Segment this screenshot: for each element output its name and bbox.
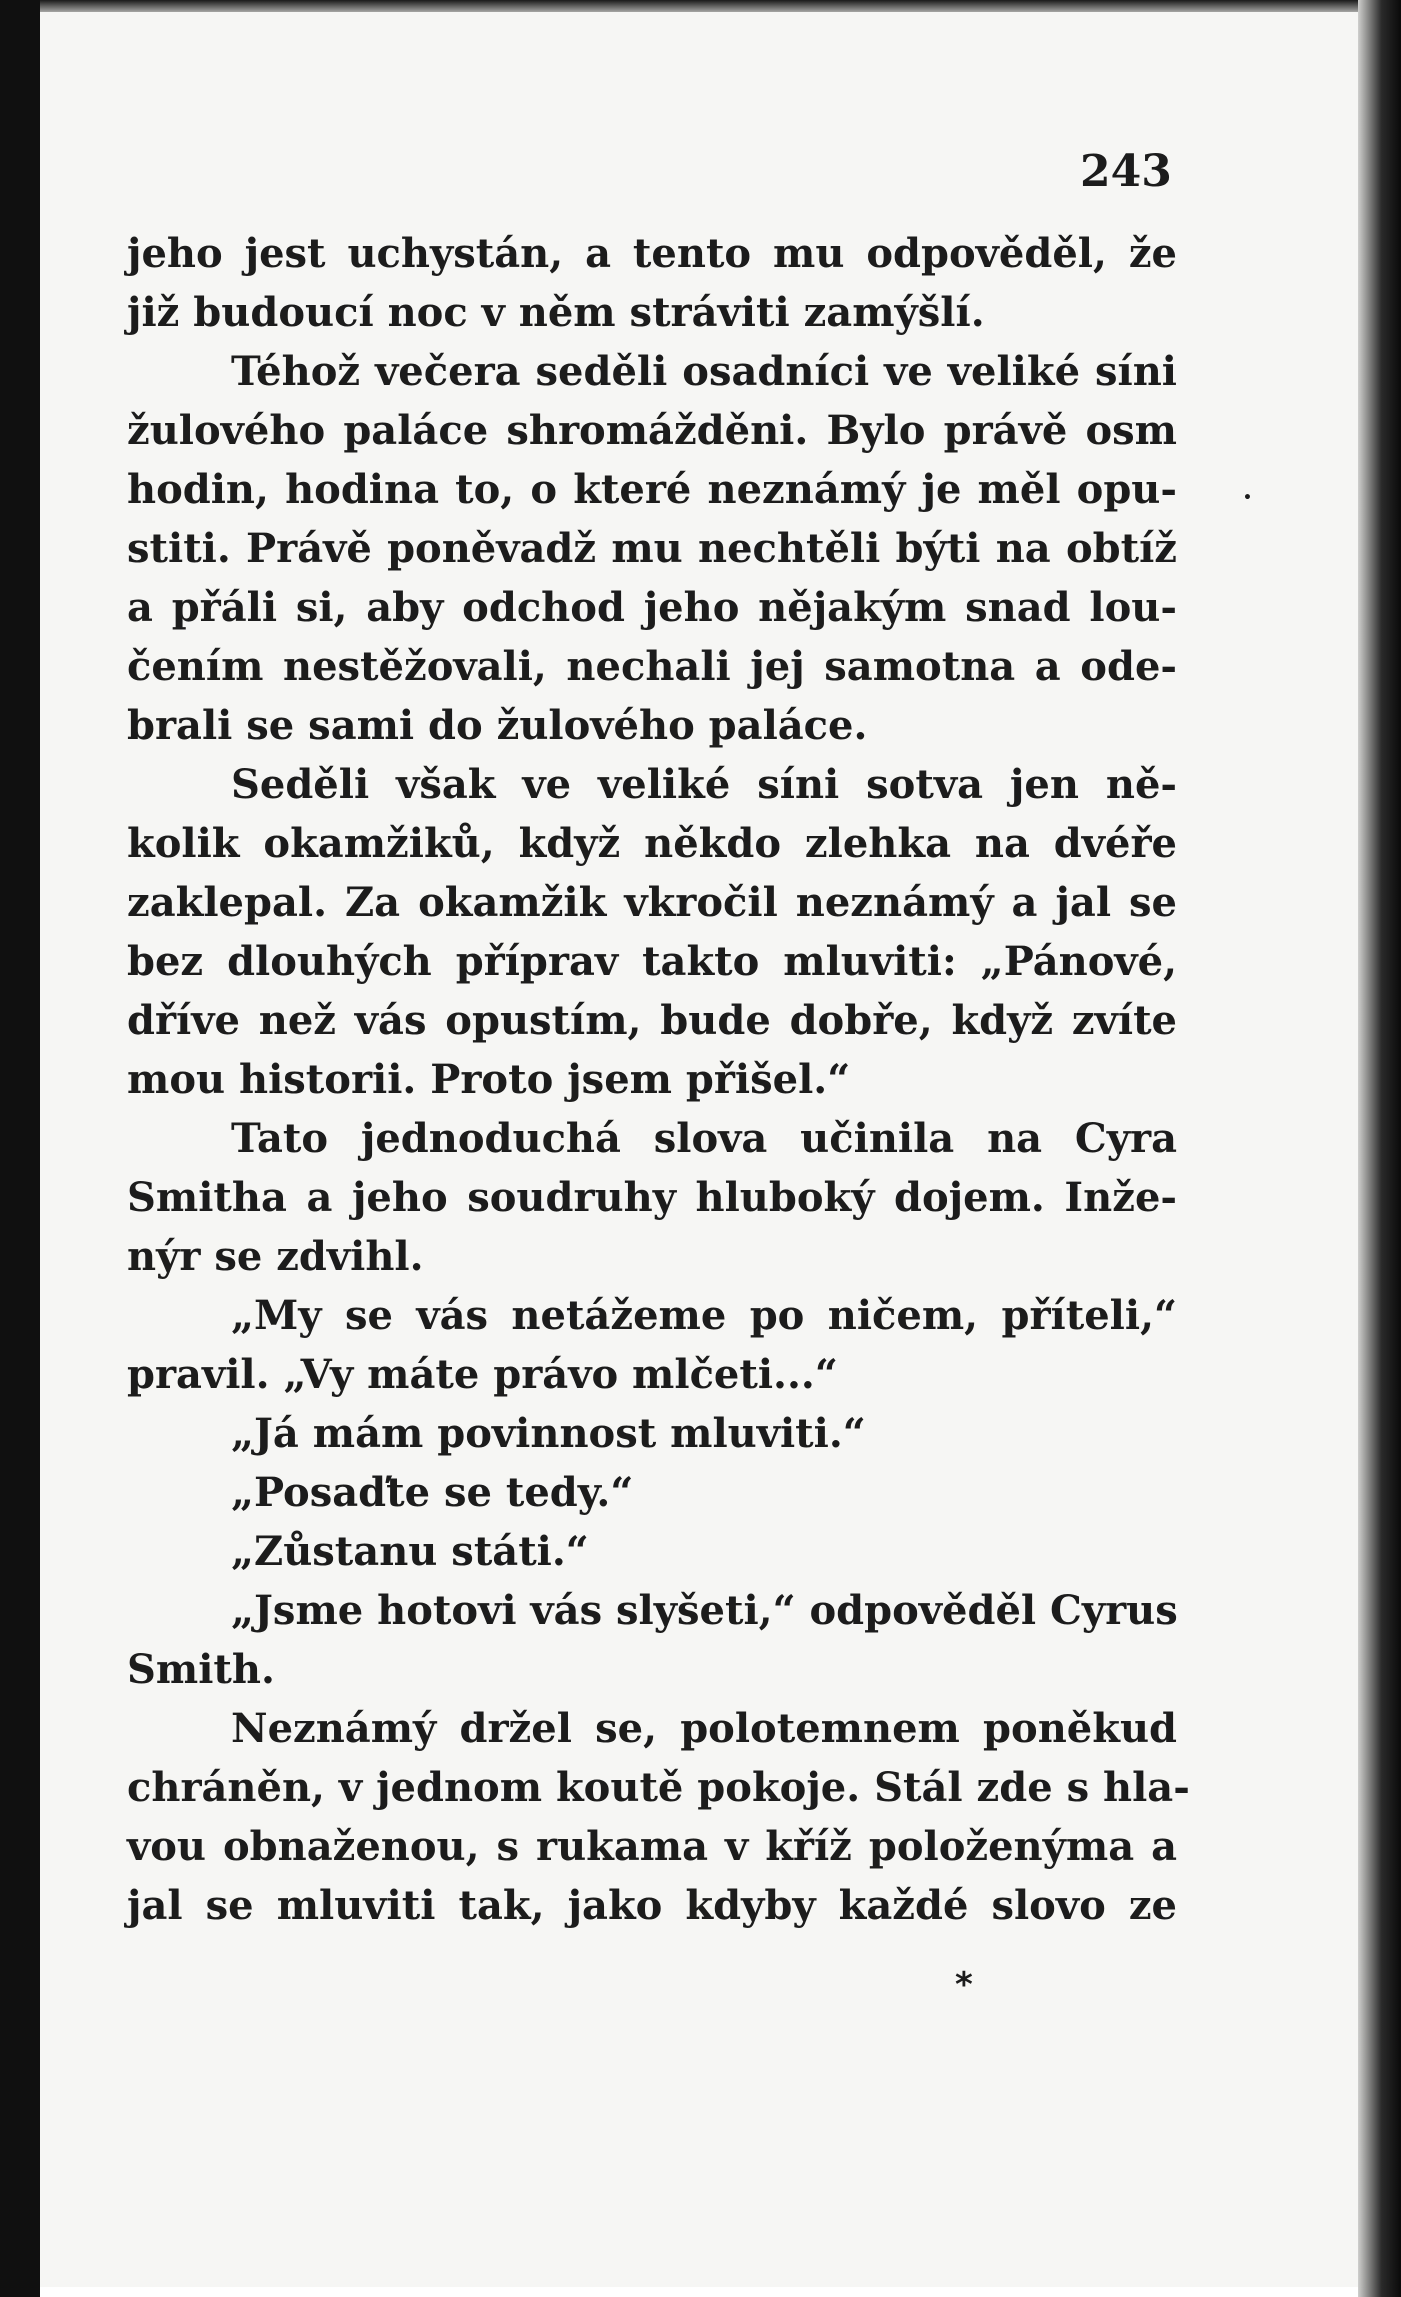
page-number: 243 <box>1080 146 1172 197</box>
text-line: dříve než vás opustím, bude dobře, když zvíte <box>127 997 1177 1044</box>
text-line: čením nestěžovali, nechali jej samotna a ode- <box>127 643 1177 690</box>
text-line: kolik okamžiků, když někdo zlehka na dvéře <box>127 820 1177 867</box>
text-line: „My se vás netážeme po ničem, příteli,“ <box>231 1292 1177 1339</box>
text-line: mou historii. Proto jsem přišel.“ <box>127 1056 851 1103</box>
signature-mark: * <box>955 1965 973 2005</box>
text-line: chráněn, v jednom koutě pokoje. Stál zde s hla- <box>127 1764 1190 1811</box>
body-text <box>127 224 1190 1935</box>
text-line: „Posaďte se tedy.“ <box>231 1469 634 1516</box>
text-line: nýr se zdvihl. <box>127 1233 424 1280</box>
text-line: Tato jednoduchá slova učinila na Cyra <box>231 1115 1177 1162</box>
text-line: již budoucí noc v něm stráviti zamýšlí. <box>127 289 985 336</box>
text-line: „Zůstanu státi.“ <box>231 1528 589 1575</box>
book-spine-shadow <box>0 0 40 2297</box>
text-line: stiti. Právě poněvadž mu nechtěli býti na obtíž <box>127 525 1177 572</box>
page-speck: • <box>1243 490 1252 506</box>
text-line: brali se sami do žulového paláce. <box>127 702 868 749</box>
right-edge-shadow <box>1358 0 1401 2297</box>
text-line: jal se mluviti tak, jako kdyby každé slovo ze <box>127 1882 1177 1929</box>
text-line: Neznámý držel se, polotemnem poněkud <box>231 1705 1177 1752</box>
text-line: vou obnaženou, s rukama v kříž položenýma a <box>127 1823 1177 1870</box>
text-line: Seděli však ve veliké síni sotva jen ně- <box>231 761 1177 808</box>
text-line: žulového paláce shromážděni. Bylo právě osm <box>127 407 1177 454</box>
text-line: zaklepal. Za okamžik vkročil neznámý a jal se <box>127 879 1177 926</box>
text-line: bez dlouhých příprav takto mluviti: „Pánové, <box>127 938 1177 985</box>
text-line: Smith. <box>127 1646 275 1693</box>
text-line: jeho jest uchystán, a tento mu odpověděl, že <box>127 230 1177 277</box>
text-line: Smitha a jeho soudruhy hluboký dojem. Inže- <box>127 1174 1177 1221</box>
text-line: a přáli si, aby odchod jeho nějakým snad lou- <box>127 584 1177 631</box>
text-line: hodin, hodina to, o které neznámý je měl opu- <box>127 466 1177 513</box>
text-line: „Já mám povinnost mluviti.“ <box>231 1410 866 1457</box>
text-line: „Jsme hotovi vás slyšeti,“ odpověděl Cyrus <box>231 1587 1178 1634</box>
text-line: Téhož večera seděli osadníci ve veliké síni <box>231 348 1177 395</box>
text-line: pravil. „Vy máte právo mlčeti...“ <box>127 1351 838 1398</box>
